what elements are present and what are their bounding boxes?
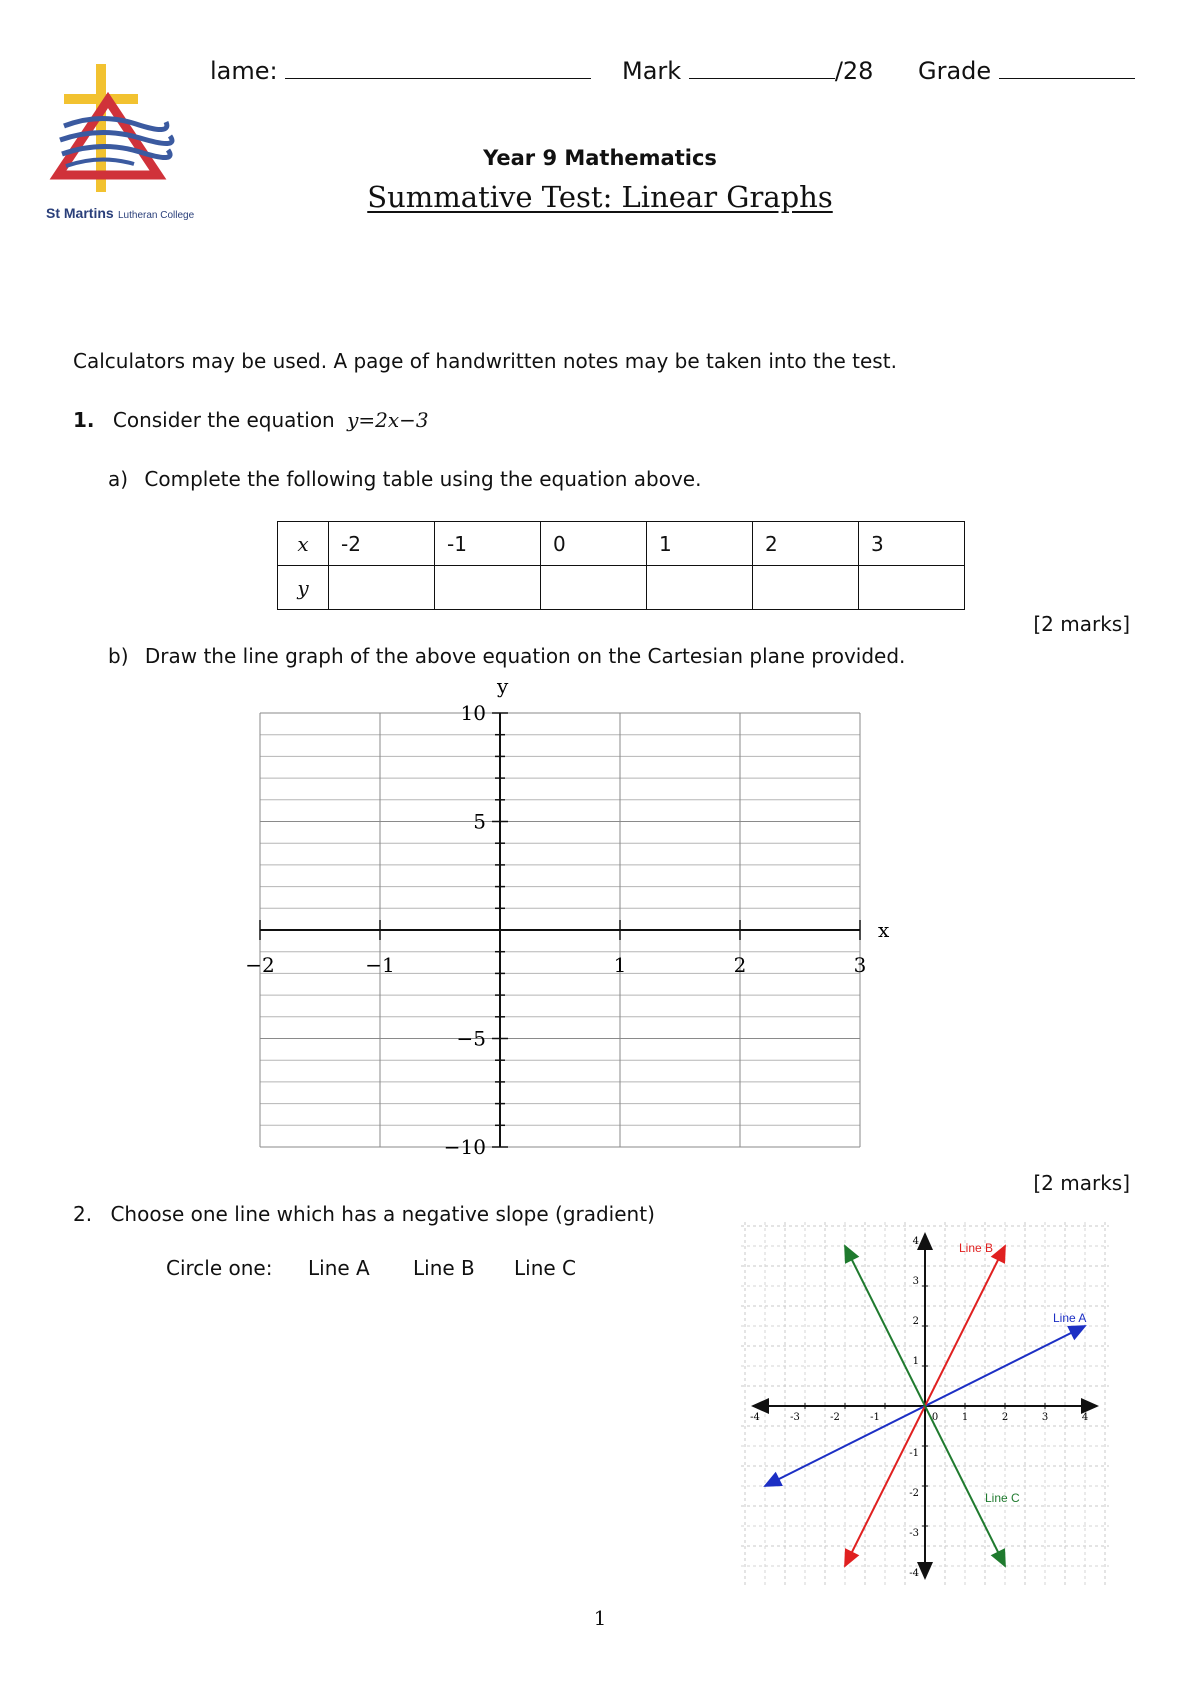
x-tick-label: -4 bbox=[750, 1412, 760, 1423]
table-x-cell: -2 bbox=[329, 522, 435, 566]
table-y-answer-cell[interactable] bbox=[329, 566, 435, 610]
table-y-answer-cell[interactable] bbox=[859, 566, 965, 610]
mark-total: /28 bbox=[834, 57, 874, 85]
question-1b bbox=[108, 644, 905, 668]
question-1a bbox=[108, 467, 701, 491]
x-axis-label: x bbox=[878, 918, 890, 942]
logo-school-name: St Martins bbox=[46, 205, 114, 221]
y-tick-label: -3 bbox=[909, 1528, 919, 1539]
y-tick-label: −5 bbox=[456, 1026, 486, 1051]
xy-table bbox=[277, 521, 965, 610]
question-1b-text: Draw the line graph of the above equation on the Cartesian plane provided. bbox=[144, 644, 906, 668]
series-label-line-a: Line A bbox=[1053, 1311, 1087, 1325]
y-tick-label: -4 bbox=[909, 1568, 919, 1579]
x-tick-label: 2 bbox=[733, 953, 747, 977]
x-tick-label: −2 bbox=[245, 953, 275, 977]
option-line-c[interactable]: Line C bbox=[514, 1256, 577, 1280]
page-number: 1 bbox=[593, 1606, 607, 1630]
three-lines-chart bbox=[735, 1210, 1115, 1585]
table-x-cell: 1 bbox=[647, 522, 753, 566]
mark-blank[interactable] bbox=[689, 56, 835, 79]
table-y-answer-cell[interactable] bbox=[647, 566, 753, 610]
marks-1b: [2 marks] bbox=[1033, 1171, 1130, 1195]
marks-1a: [2 marks] bbox=[1033, 612, 1130, 636]
name-label: lame: bbox=[210, 57, 278, 85]
table-x-cell: 3 bbox=[859, 522, 965, 566]
table-row-y bbox=[278, 566, 965, 610]
x-tick-label: -2 bbox=[830, 1412, 840, 1423]
x-tick-label: 3 bbox=[853, 953, 867, 977]
option-line-b[interactable]: Line B bbox=[413, 1256, 475, 1280]
y-tick-label: 4 bbox=[912, 1236, 919, 1247]
question-1a-text: Complete the following table using the equation above. bbox=[144, 467, 702, 491]
mark-label: Mark bbox=[622, 57, 682, 85]
question-1a-label: a) bbox=[108, 467, 129, 491]
y-tick-label: 3 bbox=[912, 1276, 919, 1287]
table-y-answer-cell[interactable] bbox=[435, 566, 541, 610]
table-x-cell: -1 bbox=[435, 522, 541, 566]
table-x-header: x bbox=[278, 522, 329, 566]
mark-field[interactable] bbox=[622, 56, 873, 85]
grade-blank[interactable] bbox=[999, 56, 1135, 79]
x-tick-label: 1 bbox=[613, 953, 627, 977]
y-tick-label: 10 bbox=[460, 701, 486, 725]
question-2-text: Choose one line which has a negative slope (gradient) bbox=[110, 1202, 655, 1226]
test-title: Summative Test: Linear Graphs bbox=[367, 180, 833, 214]
y-tick-label: 2 bbox=[912, 1316, 919, 1327]
origin-label: 0 bbox=[931, 1412, 939, 1423]
circle-one-label: Circle one: bbox=[166, 1256, 273, 1280]
y-tick-label: -2 bbox=[909, 1488, 919, 1499]
question-1b-label: b) bbox=[108, 644, 129, 668]
x-tick-label: −1 bbox=[365, 953, 395, 977]
y-tick-label: −10 bbox=[443, 1135, 486, 1159]
series-label-line-c: Line C bbox=[985, 1491, 1020, 1505]
x-tick-label: 4 bbox=[1081, 1412, 1089, 1423]
table-x-cell: 0 bbox=[541, 522, 647, 566]
instructions: Calculators may be used. A page of handwritten notes may be taken into the test. bbox=[73, 349, 897, 373]
grade-label: Grade bbox=[918, 57, 992, 85]
question-1-equation: y=2x−3 bbox=[347, 408, 429, 432]
option-line-a[interactable]: Line A bbox=[308, 1256, 370, 1280]
question-2-number: 2. bbox=[73, 1202, 93, 1226]
x-tick-label: 1 bbox=[961, 1412, 969, 1423]
question-1 bbox=[73, 408, 429, 432]
question-1-stem: Consider the equation bbox=[112, 408, 335, 432]
name-blank[interactable] bbox=[285, 56, 591, 79]
name-field[interactable] bbox=[210, 56, 591, 85]
question-1-number: 1. bbox=[73, 408, 95, 432]
x-tick-label: -3 bbox=[790, 1412, 800, 1423]
x-tick-label: 2 bbox=[1001, 1412, 1009, 1423]
y-tick-label: 5 bbox=[473, 809, 486, 834]
grade-field[interactable] bbox=[918, 56, 1135, 85]
x-tick-label: 3 bbox=[1041, 1412, 1049, 1423]
table-y-header: y bbox=[278, 566, 329, 610]
series-label-line-b: Line B bbox=[959, 1241, 994, 1255]
x-tick-label: -1 bbox=[870, 1412, 880, 1423]
y-axis-label: y bbox=[497, 674, 509, 698]
y-tick-label: -1 bbox=[909, 1448, 919, 1459]
subject-title: Year 9 Mathematics bbox=[483, 146, 717, 170]
question-2 bbox=[73, 1202, 655, 1226]
y-tick-label: 1 bbox=[912, 1356, 919, 1367]
logo-school-suffix: Lutheran College bbox=[118, 210, 195, 221]
cartesian-plane-chart[interactable] bbox=[230, 670, 890, 1170]
table-x-cell: 2 bbox=[753, 522, 859, 566]
table-row-x bbox=[278, 522, 965, 566]
table-y-answer-cell[interactable] bbox=[753, 566, 859, 610]
table-y-answer-cell[interactable] bbox=[541, 566, 647, 610]
